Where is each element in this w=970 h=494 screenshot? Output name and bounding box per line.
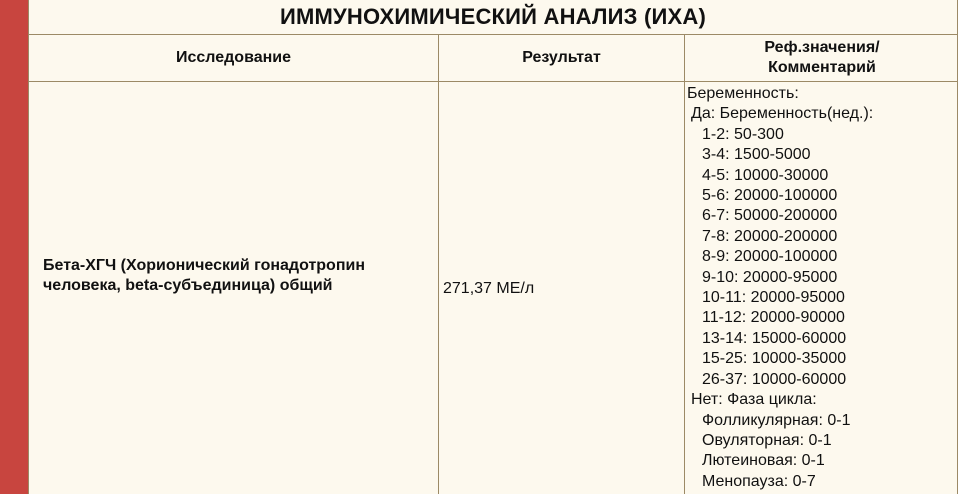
reference-list-item: Нет: Фаза цикла: <box>691 391 817 409</box>
reference-list-item: 5-6: 20000-100000 <box>702 187 838 205</box>
reference-list <box>687 84 873 492</box>
test-name <box>43 256 433 296</box>
results-table <box>28 0 958 494</box>
reference-list-item: 8-9: 20000-100000 <box>702 248 838 266</box>
reference-list-item: 3-4: 1500-5000 <box>702 146 811 164</box>
reference-list-item: 4-5: 10000-30000 <box>702 166 829 184</box>
test-name-line1: Бета-ХГЧ (Хорионический гонадотропин <box>43 257 365 274</box>
reference-list-item: 9-10: 20000-95000 <box>702 268 838 286</box>
reference-list-item: 11-12: 20000-90000 <box>702 309 845 327</box>
header-result <box>439 35 685 81</box>
reference-cell <box>685 82 959 494</box>
table-header-row <box>29 35 957 82</box>
reference-list-item: Лютеиновая: 0-1 <box>702 452 825 470</box>
reference-list-item: 10-11: 20000-95000 <box>702 289 845 307</box>
left-accent-bar <box>0 0 28 494</box>
section-title: ИММУНОХИМИЧЕСКИЙ АНАЛИЗ (ИХА) <box>29 0 957 35</box>
test-name-line2: человека, beta-субъединица) общий <box>43 277 333 294</box>
reference-list-item: 1-2: 50-300 <box>702 125 784 143</box>
header-test-label: Исследование <box>176 49 291 66</box>
header-result-label: Результат <box>522 49 601 66</box>
reference-list-item: Беременность: <box>687 85 799 102</box>
reference-list-item: 6-7: 50000-200000 <box>702 207 838 225</box>
result-cell <box>439 82 685 494</box>
reference-list-item: 13-14: 15000-60000 <box>702 329 847 347</box>
header-reference-line1: Реф.значения/ <box>764 39 880 56</box>
reference-list-item: Овуляторная: 0-1 <box>702 431 832 449</box>
reference-list-item: Менопауза: 0-7 <box>702 472 816 490</box>
reference-list-item: Фолликулярная: 0-1 <box>702 411 851 429</box>
header-test <box>29 35 439 81</box>
header-reference-line2: Комментарий <box>768 59 876 76</box>
reference-list-item: 7-8: 20000-200000 <box>702 227 838 245</box>
reference-list-item: 26-37: 10000-60000 <box>702 370 847 388</box>
reference-list-item: 15-25: 10000-35000 <box>702 350 847 368</box>
test-cell <box>29 82 439 494</box>
reference-list-item: Да: Беременность(нед.): <box>691 105 874 123</box>
result-value: 271,37 МЕ/л <box>443 280 535 297</box>
header-reference <box>685 35 959 81</box>
table-row <box>29 82 957 494</box>
